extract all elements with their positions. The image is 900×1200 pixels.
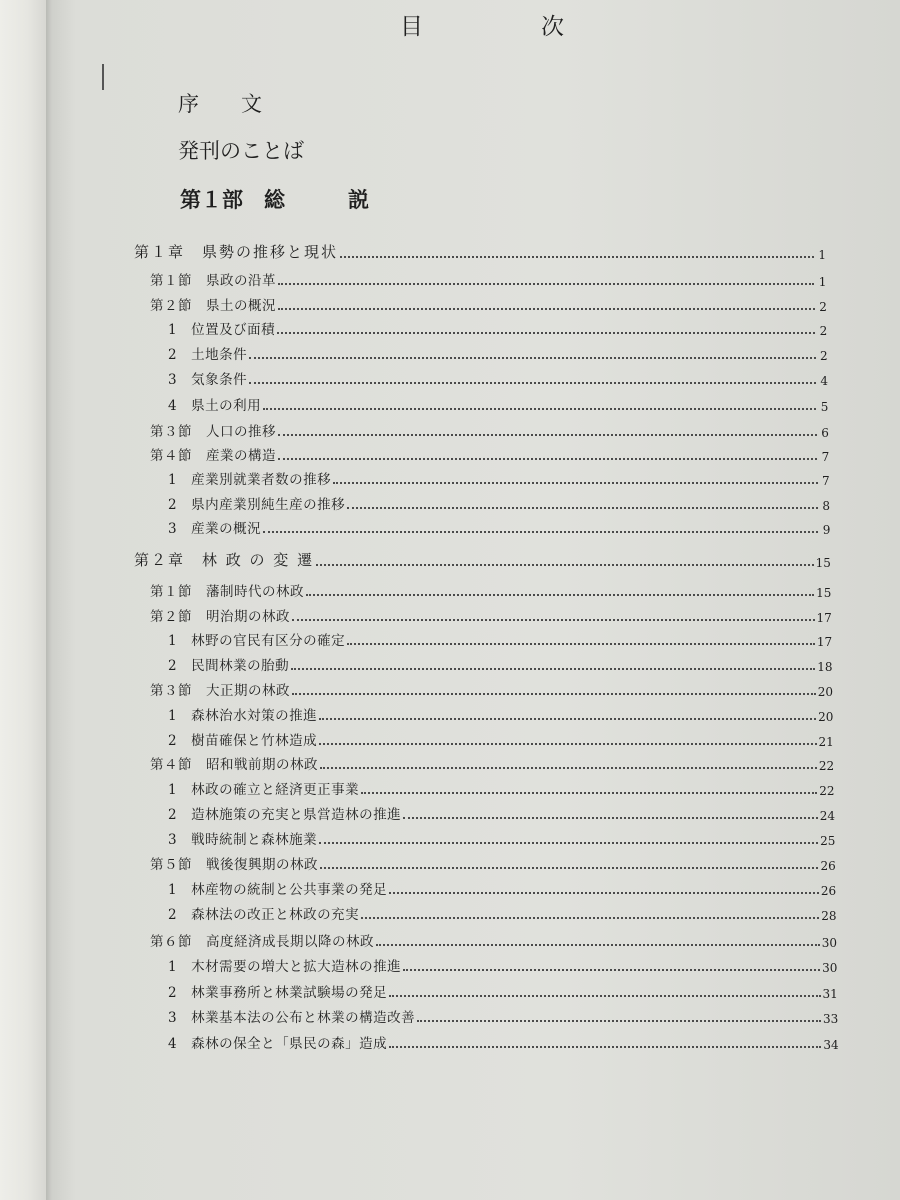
toc-entry-page-number: 1 <box>818 248 826 262</box>
toc-heading-left: 目 <box>400 14 423 40</box>
toc-entry <box>168 654 833 674</box>
toc-entry <box>134 550 831 570</box>
toc-entry <box>150 605 832 625</box>
toc-entry <box>168 1006 838 1026</box>
dot-leader <box>320 767 817 769</box>
toc-entry-page-number: 30 <box>821 936 837 950</box>
toc-entry-page-number: 18 <box>817 660 833 674</box>
toc-entry-title: 2 森林法の改正と林政の充実 <box>168 907 360 923</box>
toc-entry-title: 第６節 高度経済成長期以降の林政 <box>150 934 374 950</box>
toc-entry <box>168 955 837 975</box>
dot-leader <box>278 434 817 436</box>
toc-entry <box>150 294 827 314</box>
toc-entry <box>168 778 835 798</box>
dot-leader <box>306 594 814 596</box>
toc-entry-page-number: 26 <box>820 859 836 873</box>
toc-entry-page-number: 25 <box>820 834 836 848</box>
toc-entry-page-number: 33 <box>822 1012 839 1026</box>
toc-entry-title: 第４節 昭和戦前期の林政 <box>150 757 318 773</box>
toc-entry-title: 2 樹苗確保と竹林造成 <box>168 733 318 749</box>
toc-entry-page-number: 2 <box>819 300 827 314</box>
toc-entry-title: 第３節 大正期の林政 <box>150 683 290 699</box>
toc-entry-page-number: 20 <box>817 685 833 699</box>
toc-entry <box>168 368 828 388</box>
toc-entry-page-number: 22 <box>818 759 835 773</box>
toc-entry <box>168 704 833 724</box>
toc-entry-page-number: 22 <box>819 784 835 798</box>
toc-entry-page-number: 8 <box>822 499 831 513</box>
toc-entry-title: 1 産業別就業者数の推移 <box>168 472 332 488</box>
toc-entry-title: 1 林政の確立と経済更正事業 <box>168 782 360 798</box>
toc-entry-page-number: 24 <box>819 809 835 823</box>
toc-entry-title: 3 産業の概況 <box>168 521 262 537</box>
toc-entry-title: 4 県土の利用 <box>168 398 262 414</box>
toc-entry-title: 3 戦時統制と森林施業 <box>168 832 318 848</box>
dot-leader <box>319 743 816 745</box>
toc-entry-title: 第３節 人口の推移 <box>150 424 276 440</box>
toc-entry-page-number: 7 <box>821 450 830 464</box>
toc-entry <box>150 269 826 289</box>
toc-entry-page-number: 5 <box>820 400 829 414</box>
toc-entry-title: 第２節 県土の概況 <box>150 298 276 314</box>
facing-page-edge <box>0 0 46 1200</box>
dot-leader <box>389 892 819 894</box>
dot-leader <box>389 1046 821 1048</box>
dot-leader <box>263 531 818 533</box>
toc-entry-page-number: 2 <box>819 349 828 363</box>
toc-entry <box>168 1032 839 1052</box>
dot-leader <box>291 668 815 670</box>
dot-leader <box>333 482 818 484</box>
toc-entry <box>168 394 828 414</box>
toc-entry <box>168 517 830 537</box>
toc-entry <box>168 803 835 823</box>
dot-leader <box>278 308 815 310</box>
toc-entry-page-number: 9 <box>822 523 831 537</box>
toc-entry-title: 2 造林施策の充実と県営造林の推進 <box>168 807 402 823</box>
toc-entry-page-number: 30 <box>822 961 838 975</box>
dot-leader <box>319 718 816 720</box>
dot-leader <box>403 969 820 971</box>
toc-entry-page-number: 7 <box>821 474 830 488</box>
toc-entry-page-number: 28 <box>821 909 837 923</box>
dot-leader <box>249 382 816 384</box>
toc-entry-title: 第４節 産業の構造 <box>150 448 276 464</box>
toc-entry-page-number: 21 <box>818 735 834 749</box>
toc-entry <box>168 828 835 848</box>
toc-entry-page-number: 20 <box>818 710 834 724</box>
dot-leader <box>347 507 818 509</box>
toc-entry-title: 1 位置及び面積 <box>168 322 276 338</box>
toc-entry-page-number: 17 <box>816 635 833 649</box>
toc-entry-page-number: 15 <box>816 586 832 600</box>
toc-entry-title: 1 林産物の統制と公共事業の発足 <box>168 882 388 898</box>
toc-entry <box>150 580 831 600</box>
toc-entry <box>168 903 837 923</box>
dot-leader <box>361 792 817 794</box>
toc-entry-title: 第２章 林 政 の 変 遷 <box>134 551 315 569</box>
toc-entry-page-number: 17 <box>816 611 832 625</box>
toc-entry-title: 1 林野の官民有区分の確定 <box>168 633 346 649</box>
toc-entry-title: 2 林業事務所と林業試験場の発足 <box>168 985 388 1001</box>
dot-leader <box>340 256 814 258</box>
toc-entry-page-number: 4 <box>820 374 829 388</box>
toc-entry-title: 第１節 藩制時代の林政 <box>150 584 304 600</box>
toc-entry <box>150 853 836 873</box>
toc-entry <box>168 878 836 898</box>
toc-entry <box>150 930 837 950</box>
toc-entry <box>150 679 833 699</box>
toc-entry-title: 3 気象条件 <box>168 372 248 388</box>
toc-heading <box>400 8 564 41</box>
dot-leader <box>249 357 816 359</box>
toc-entry-title: 1 森林治水対策の推進 <box>168 708 318 724</box>
toc-entry <box>168 493 830 513</box>
toc-entry-title: 第１節 県政の沿革 <box>150 273 276 289</box>
toc-entry <box>168 981 838 1001</box>
toc-entry <box>150 444 829 464</box>
toc-entry-page-number: 15 <box>815 556 831 570</box>
dot-leader <box>277 332 815 334</box>
part-title: 第１部 総 説 <box>180 187 369 212</box>
dot-leader <box>347 643 815 645</box>
toc-entry-title: 3 林業基本法の公布と林業の構造改善 <box>168 1010 416 1026</box>
toc-entry <box>168 343 828 363</box>
toc-entry-title: 第５節 戦後復興期の林政 <box>150 857 318 873</box>
dot-leader <box>376 944 820 946</box>
front-matter-preface: 序 文 <box>178 92 262 116</box>
dot-leader <box>292 619 815 621</box>
toc-entry <box>168 629 832 649</box>
dot-leader <box>389 995 820 997</box>
toc-entry-title: 2 民間林業の胎動 <box>168 658 290 674</box>
toc-entry-title: 1 木材需要の増大と拡大造林の推進 <box>168 959 402 975</box>
dot-leader <box>403 817 818 819</box>
toc-entry-page-number: 34 <box>823 1038 839 1052</box>
margin-mark <box>102 64 104 90</box>
toc-entry <box>168 318 827 338</box>
toc-entry-page-number: 2 <box>819 324 828 338</box>
toc-entry-title: 第２節 明治期の林政 <box>150 609 290 625</box>
toc-entry-page-number: 26 <box>820 884 837 898</box>
toc-entry-title: 第１章 県勢の推移と現状 <box>134 243 339 261</box>
toc-entry <box>150 753 834 773</box>
dot-leader <box>361 917 819 919</box>
toc-entry-page-number: 1 <box>818 275 827 289</box>
toc-entry-page-number: 6 <box>821 426 829 440</box>
toc-entry-title: 2 県内産業別純生産の推移 <box>168 497 346 513</box>
toc-heading-right: 次 <box>541 14 564 40</box>
dot-leader <box>316 564 814 566</box>
front-matter-publication-words: 発刊のことば <box>178 139 304 163</box>
toc-entry-page-number: 31 <box>822 987 838 1001</box>
toc-entry <box>150 420 829 440</box>
dot-leader <box>278 283 814 285</box>
dot-leader <box>278 458 817 460</box>
toc-entry-title: 2 土地条件 <box>168 347 248 363</box>
toc-entry-title: 4 森林の保全と「県民の森」造成 <box>168 1036 388 1052</box>
toc-entry <box>168 729 834 749</box>
dot-leader <box>320 867 818 869</box>
dot-leader <box>263 408 816 410</box>
dot-leader <box>319 842 818 844</box>
dot-leader <box>417 1020 821 1022</box>
toc-entry <box>134 242 826 262</box>
dot-leader <box>292 693 816 695</box>
toc-entry <box>168 468 830 488</box>
